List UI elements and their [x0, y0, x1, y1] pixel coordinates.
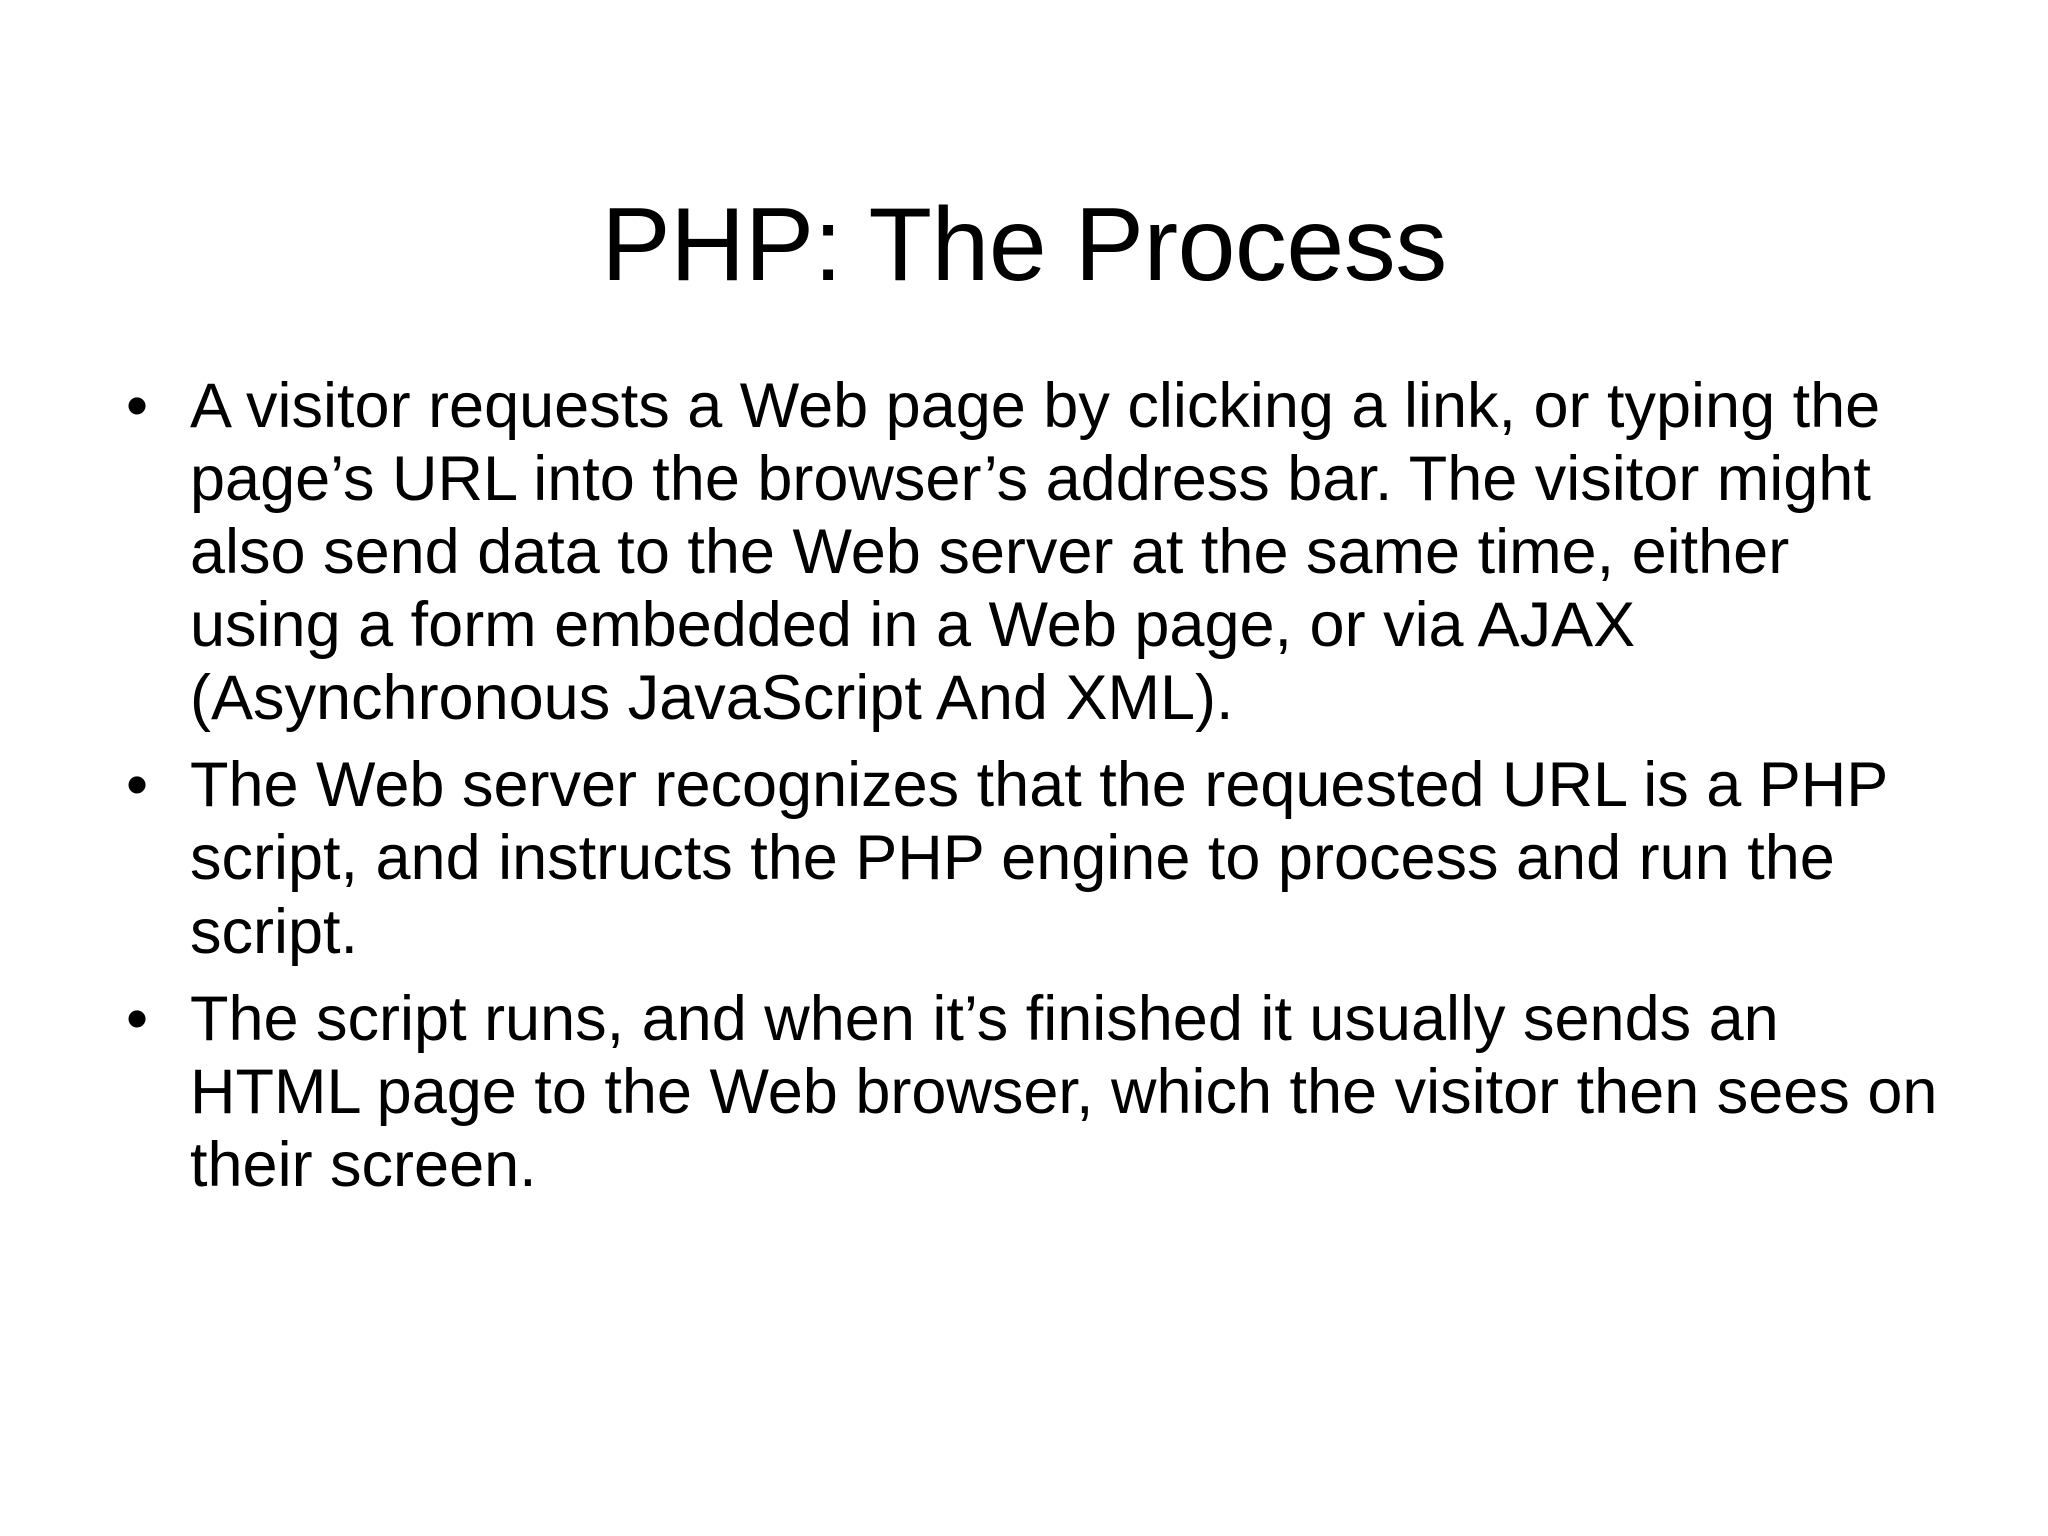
list-item-text: A visitor requests a Web page by clicking a link, or typing the page’s URL into the browser’s address bar. The visitor might also send data to the Web server at the same time, either using a form embedded in a Web page, or via AJAX (Asynchronous JavaScript And XML). — [190, 371, 1881, 734]
list-item-text: The script runs, and when it’s finished it usually sends an HTML page to the Web browser, which the visitor then sees on their screen. — [190, 983, 1938, 1200]
bullet-marker-icon: • — [126, 750, 149, 821]
list-item — [112, 370, 1952, 735]
page-title: PHP: The Process — [601, 186, 1447, 303]
bullet-marker-icon: • — [126, 371, 149, 441]
list-item-text: The Web server recognizes that the requested URL is a PHP script, and instructs the PHP engine to process and run the script. — [190, 750, 1888, 967]
bullet-list — [112, 370, 1952, 1216]
list-item — [112, 749, 1952, 968]
list-item — [112, 983, 1952, 1202]
bullet-marker-icon: • — [126, 983, 149, 1054]
